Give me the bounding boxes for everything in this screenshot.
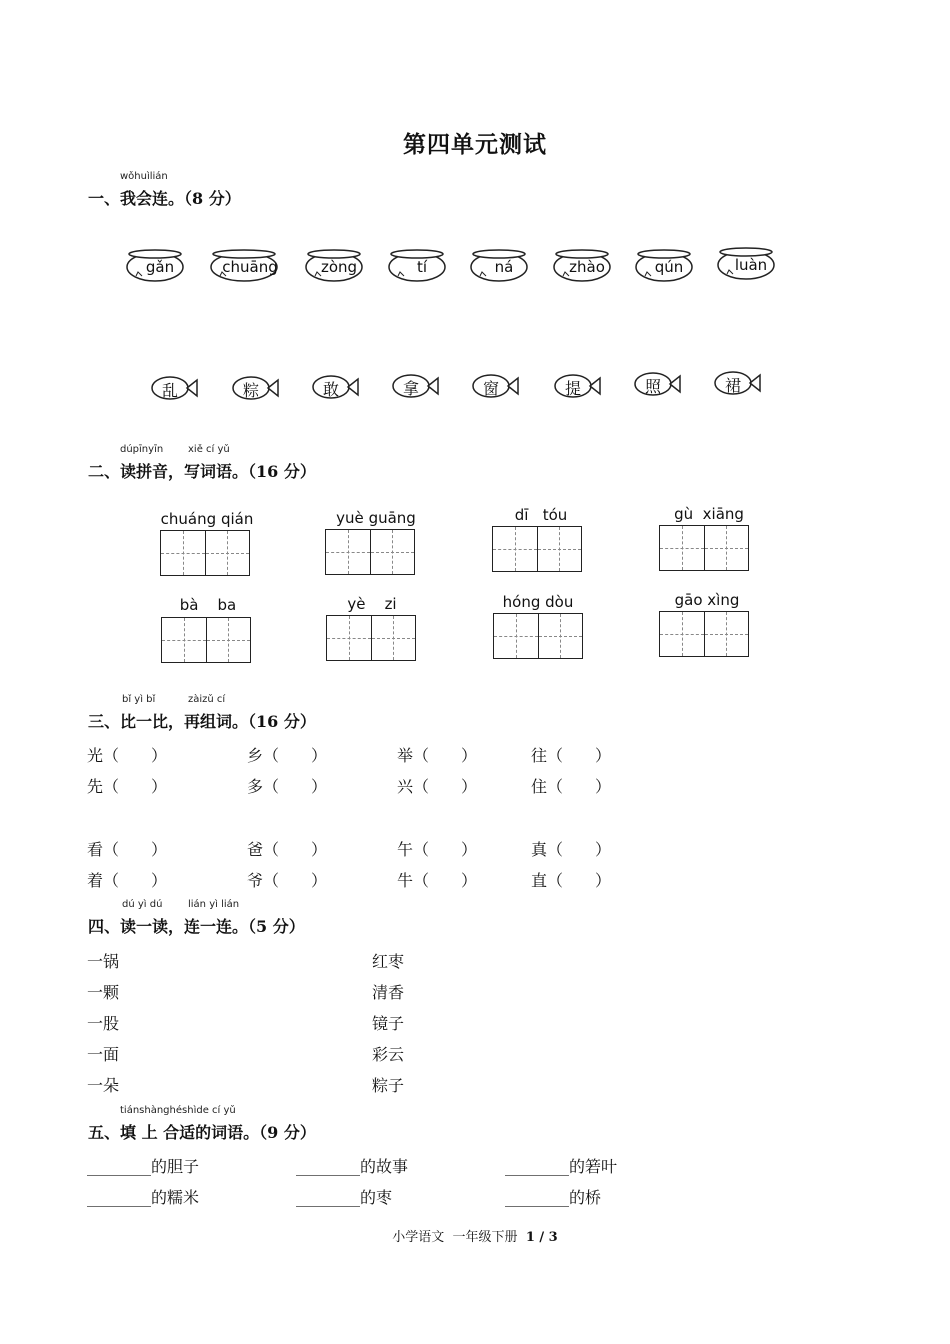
- match-left-item[interactable]: 一颗: [87, 983, 120, 1002]
- pinyin-label: dī tóu: [514, 506, 568, 524]
- match-right-item[interactable]: 镜子: [372, 1014, 405, 1033]
- pot-item[interactable]: ná: [468, 246, 526, 286]
- compare-item[interactable]: 住（ ）: [531, 777, 612, 796]
- fill-item[interactable]: ________的胆子: [87, 1157, 200, 1176]
- writing-box[interactable]: [659, 611, 749, 657]
- pot-item[interactable]: tí: [386, 246, 444, 286]
- fill-item[interactable]: ________的糯米: [87, 1188, 200, 1207]
- fish-item[interactable]: 乱: [150, 373, 196, 403]
- section-5-pinyin: tiánshànghéshìde cí yǔ: [120, 1105, 236, 1116]
- compare-item[interactable]: 牛（ ）: [397, 871, 478, 890]
- writing-box[interactable]: [659, 525, 749, 571]
- section-2-pinyin-2: xiě cí yǔ: [188, 444, 230, 455]
- compare-item[interactable]: 乡（ ）: [247, 746, 328, 765]
- match-right-item[interactable]: 清香: [372, 983, 405, 1002]
- pinyin-label: chuáng qián: [160, 510, 254, 528]
- compare-item[interactable]: 午（ ）: [397, 840, 478, 859]
- pot-item[interactable]: zhào: [551, 246, 609, 286]
- compare-item[interactable]: 兴（ ）: [397, 777, 478, 796]
- section-1-heading: 一、我会连。（8 分） wǒhuìlián: [88, 171, 241, 208]
- section-3-pinyin-2: zàizǔ cí: [188, 694, 226, 705]
- fish-item[interactable]: 拿: [391, 371, 437, 401]
- pot-item[interactable]: chuāng: [208, 246, 266, 286]
- section-2-pinyin-1: dúpīnyīn: [120, 444, 164, 455]
- fish-item[interactable]: 窗: [471, 371, 517, 401]
- pinyin-label: gāo xìng: [674, 591, 740, 609]
- fill-item[interactable]: ________的箬叶: [505, 1157, 618, 1176]
- page-title: 第四单元测试: [403, 131, 547, 158]
- match-right-item[interactable]: 彩云: [372, 1045, 405, 1064]
- fish-item[interactable]: 照: [633, 369, 679, 399]
- pot-item[interactable]: zòng: [303, 246, 361, 286]
- writing-box[interactable]: [492, 526, 582, 572]
- compare-item[interactable]: 多（ ）: [247, 777, 328, 796]
- fill-item[interactable]: ________的桥: [505, 1188, 602, 1207]
- compare-item[interactable]: 看（ ）: [87, 840, 168, 859]
- pinyin-label: yè zi: [347, 595, 397, 613]
- fish-item[interactable]: 提: [553, 371, 599, 401]
- section-4-pinyin-1: dú yì dú: [122, 899, 163, 910]
- writing-box[interactable]: [493, 613, 583, 659]
- fish-item[interactable]: 裙: [713, 368, 759, 398]
- writing-box[interactable]: [326, 615, 416, 661]
- compare-item[interactable]: 真（ ）: [531, 840, 612, 859]
- compare-item[interactable]: 爷（ ）: [247, 871, 328, 890]
- writing-box[interactable]: [161, 617, 251, 663]
- section-5-heading: 五、填 上 合适的词语。（9 分） tiánshànghéshìde cí yǔ: [88, 1105, 316, 1142]
- match-right-item[interactable]: 红枣: [372, 952, 405, 971]
- pot-item[interactable]: gǎn: [124, 246, 182, 286]
- pinyin-label: hóng dòu: [502, 593, 574, 611]
- fill-item[interactable]: ________的故事: [296, 1157, 409, 1176]
- match-right-item[interactable]: 粽子: [372, 1076, 405, 1095]
- section-4-heading: 四、读一读，连一连。（5 分） dú yì dú lián yì lián: [88, 899, 305, 936]
- writing-box[interactable]: [325, 529, 415, 575]
- section-3-heading: 三、比一比，再组词。（16 分） bǐ yì bǐ zàizǔ cí: [88, 694, 316, 731]
- compare-item[interactable]: 先（ ）: [87, 777, 168, 796]
- section-3-pinyin-1: bǐ yì bǐ: [122, 694, 156, 705]
- compare-item[interactable]: 爸（ ）: [247, 840, 328, 859]
- pinyin-label: gù xiāng: [674, 505, 744, 523]
- fish-item[interactable]: 敢: [311, 372, 357, 402]
- section-1-pinyin: wǒhuìlián: [120, 171, 168, 182]
- match-left-item[interactable]: 一面: [87, 1045, 120, 1064]
- compare-item[interactable]: 直（ ）: [531, 871, 612, 890]
- writing-box[interactable]: [160, 530, 250, 576]
- compare-item[interactable]: 光（ ）: [87, 746, 168, 765]
- compare-item[interactable]: 着（ ）: [87, 871, 168, 890]
- page-number: 1 / 3: [525, 1230, 558, 1245]
- compare-item[interactable]: 往（ ）: [531, 746, 612, 765]
- section-2-heading: 二、读拼音，写词语。（16 分） dúpīnyīn xiě cí yǔ: [88, 444, 316, 481]
- page-footer: 小学语文 一年级下册 1 / 3: [392, 1230, 558, 1245]
- section-4-pinyin-2: lián yì lián: [188, 899, 240, 910]
- pinyin-label: yuè guāng: [336, 509, 416, 527]
- match-left-item[interactable]: 一锅: [87, 952, 120, 971]
- fish-item[interactable]: 粽: [231, 373, 277, 403]
- compare-item[interactable]: 举（ ）: [397, 746, 478, 765]
- pot-item[interactable]: qún: [633, 246, 691, 286]
- fill-item[interactable]: ________的枣: [296, 1188, 393, 1207]
- pinyin-label: bà ba: [179, 596, 237, 614]
- match-left-item[interactable]: 一股: [87, 1014, 120, 1033]
- match-left-item[interactable]: 一朵: [87, 1076, 120, 1095]
- pot-item[interactable]: luàn: [715, 244, 773, 284]
